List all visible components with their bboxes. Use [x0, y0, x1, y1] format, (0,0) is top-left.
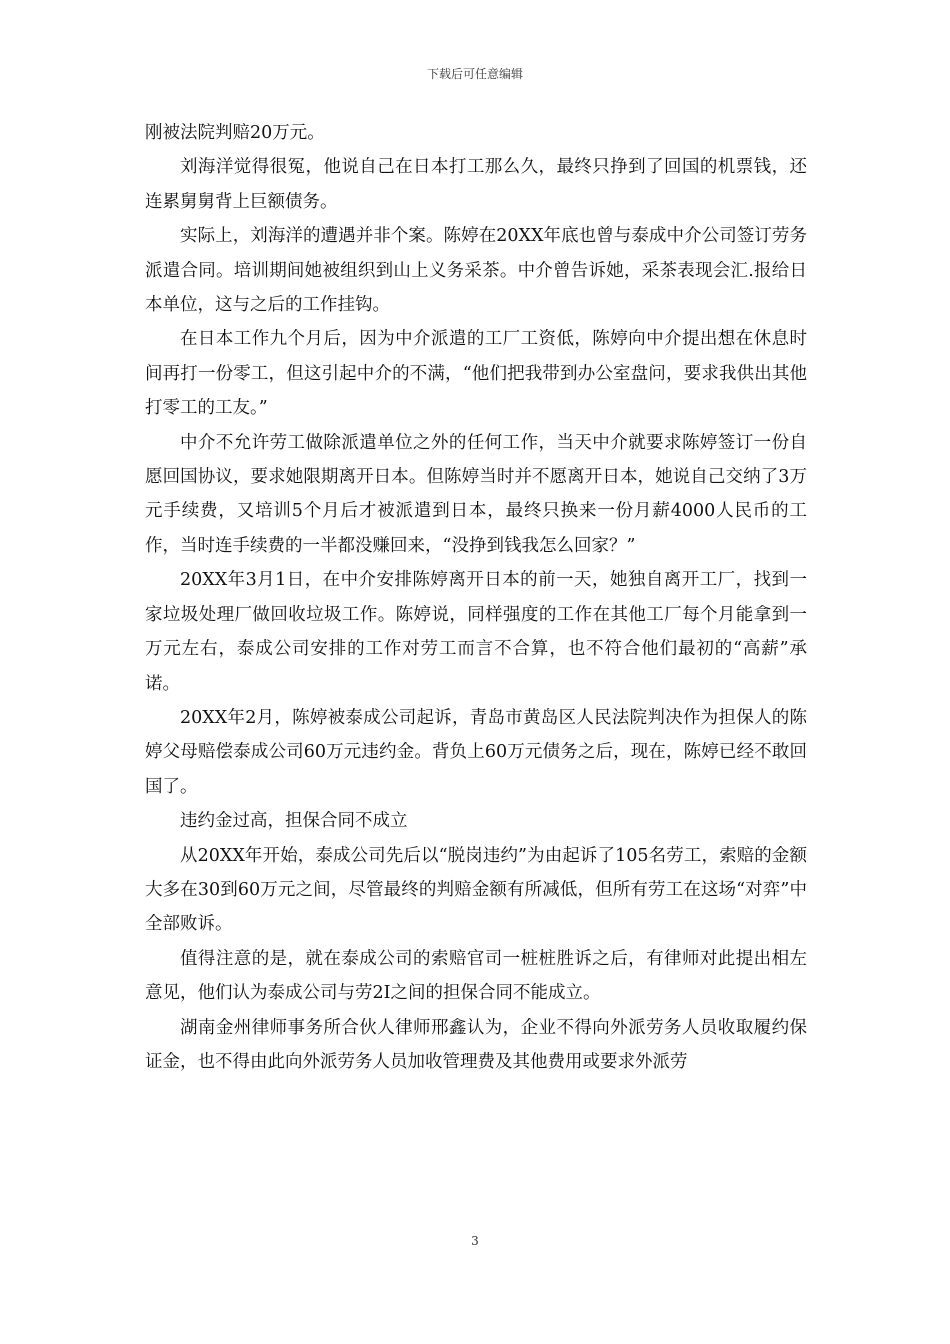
- paragraph-8: 从20XX年开始，泰成公司先后以“脱岗违约”为由起诉了105名劳工，索赔的金额大多在30到60万元之间，尽管最终的判赔金额有所减低，但所有劳工在这场“对弈”中全部败诉。: [145, 845, 807, 935]
- paragraph-9: 值得注意的是，就在泰成公司的索赔官司一桩桩胜诉之后，有律师对此提出相左意见，他们认为泰成公司与劳2I之间的担保合同不能成立。: [145, 948, 807, 1004]
- paragraph-10: 湖南金州律师事务所合伙人律师邢鑫认为，企业不得向外派劳务人员收取履约保证金，也不得由此向外派劳务人员加收管理费及其他费用或要求外派劳: [145, 1017, 807, 1072]
- page-header: 下载后可任意编辑: [426, 67, 523, 81]
- paragraph-1: 刚被法院判赔20万元。: [145, 123, 325, 143]
- document-body: [145, 116, 807, 1079]
- page-number: 3: [471, 1234, 479, 1248]
- section-heading: 违约金过高，担保合同不成立: [180, 811, 408, 832]
- paragraph-4: 在日本工作九个月后，因为中介派遣的工厂工资低，陈婷向中介提出想在休息时间再打一份零工，但这引起中介的不满，“他们把我带到办公室盘问，要求我供出其他打零工的工友。”: [145, 329, 807, 419]
- paragraph-5: 中介不允许劳工做除派遣单位之外的任何工作，当天中介就要求陈婷签订一份自愿回国协议，要求她限期离开日本。但陈婷当时并不愿离开日本，她说自己交纳了3万元手续费，又培训5个月后才被派遣到日本，最终只换来一份月薪4000人民币的工作，当时连手续费的一半都没赚回来，“没挣到钱我怎么回家？”: [145, 432, 807, 556]
- paragraph-2: 刘海洋觉得很冤，他说自己在日本打工那么久，最终只挣到了回国的机票钱，还连累舅舅背上巨额债务。: [145, 157, 807, 212]
- paragraph-7: 20XX年2月，陈婷被泰成公司起诉，青岛市黄岛区人民法院判决作为担保人的陈婷父母赔偿泰成公司60万元违约金。背负上60万元债务之后，现在，陈婷已经不敢回国了。: [145, 707, 807, 797]
- paragraph-3: 实际上，刘海洋的遭遇并非个案。陈婷在20XX年底也曾与泰成中介公司签订劳务派遣合同。培训期间她被组织到山上义务采茶。中介曾告诉她，采茶表现会汇.报给日本单位，这与之后的工作挂钩。: [145, 226, 807, 316]
- paragraph-6: 20XX年3月1日，在中介安排陈婷离开日本的前一天，她独自离开工厂，找到一家垃圾处理厂做回收垃圾工作。陈婷说，同样强度的工作在其他工厂每个月能拿到一万元左右，泰成公司安排的工作对劳工而言不合算，也不符合他们最初的“高薪”承诺。: [145, 570, 807, 694]
